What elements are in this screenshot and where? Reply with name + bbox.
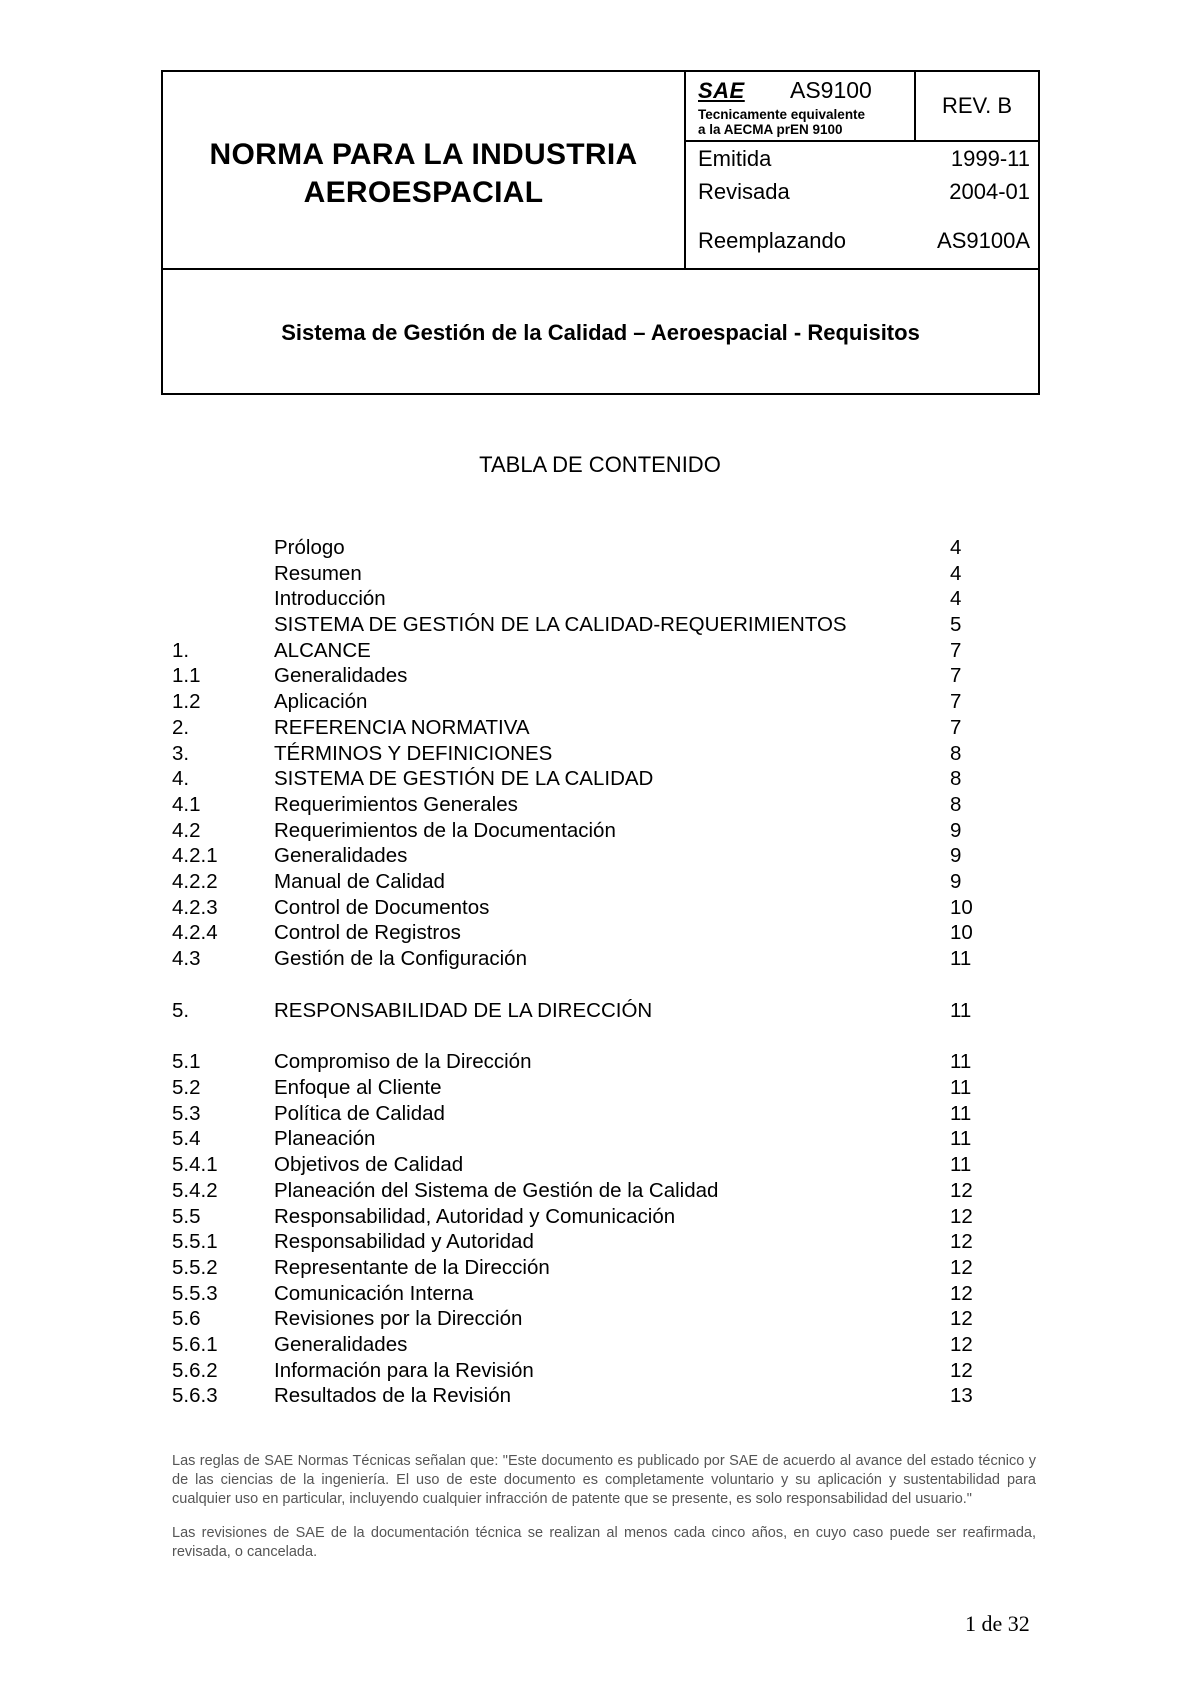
toc-entry	[172, 946, 972, 972]
toc-entry-number: 4.2.3	[172, 895, 218, 919]
standard-cell	[686, 72, 916, 142]
toc-entry-number: 4.1	[172, 792, 201, 816]
toc-entry-label: REFERENCIA NORMATIVA	[274, 715, 530, 739]
toc-entry-page: 4	[950, 536, 962, 559]
legal-notice	[172, 1452, 1036, 1577]
issued-value: 1999-11	[950, 146, 1030, 171]
toc-entry-page: 11	[950, 998, 972, 1022]
toc-entry-page: 8	[950, 767, 962, 791]
toc-entry-label: RESPONSABILIDAD DE LA DIRECCIÓN	[274, 998, 653, 1022]
toc-entry-label: Generalidades	[274, 844, 408, 868]
toc-entry-label: TÉRMINOS Y DEFINICIONES	[274, 741, 553, 765]
toc-entry	[172, 1126, 972, 1152]
toc-entry-label: Representante de la Dirección	[274, 1255, 550, 1279]
toc-entry	[172, 561, 972, 587]
toc-entry-label: Aplicación	[274, 690, 368, 714]
toc-entry-number: 4.2	[172, 818, 201, 842]
toc-entry-page: 12	[950, 1204, 973, 1228]
toc-entry	[172, 998, 972, 1024]
toc-entry	[172, 1229, 972, 1255]
toc-entry-label: Compromiso de la Dirección	[274, 1050, 532, 1074]
replacing-row	[698, 228, 1030, 254]
toc-entry-number: 2.	[172, 715, 190, 739]
toc-entry	[172, 1255, 972, 1281]
toc-entry-page: 10	[950, 895, 973, 919]
toc-entry	[172, 895, 972, 921]
toc-entry-page: 12	[950, 1178, 973, 1202]
sae-logo: SAE	[698, 78, 745, 103]
toc-entry-label: Responsabilidad, Autoridad y Comunicación	[274, 1204, 676, 1228]
toc-entry-page: 12	[950, 1230, 973, 1254]
table-of-contents	[172, 535, 972, 1409]
toc-entry	[172, 1204, 972, 1230]
issued-row	[698, 146, 1030, 172]
toc-entry-label: Prólogo	[274, 536, 345, 559]
toc-entry-label: Información para la Revisión	[274, 1358, 534, 1382]
toc-entry-page: 11	[950, 1050, 972, 1074]
toc-entry-number: 4.2.4	[172, 921, 218, 945]
document-header	[161, 70, 1040, 395]
toc-entry	[172, 741, 972, 767]
issued-label: Emitida	[698, 146, 772, 171]
toc-entry-number: 5.6.3	[172, 1384, 218, 1408]
replacing-label: Reemplazando	[698, 228, 846, 253]
toc-entry-label: Objetivos de Calidad	[274, 1153, 464, 1177]
title-line-1: NORMA PARA LA INDUSTRIA	[209, 138, 638, 171]
toc-entry	[172, 843, 972, 869]
revised-value: 2004-01	[949, 179, 1030, 204]
toc-entry-number: 5.6.1	[172, 1332, 218, 1356]
toc-entry-number: 1.	[172, 638, 190, 662]
toc-entry-page: 9	[950, 844, 962, 868]
toc-entry-label: Planeación del Sistema de Gestión de la Calidad	[274, 1178, 719, 1202]
toc-entry	[172, 638, 972, 664]
toc-entry	[172, 1306, 972, 1332]
toc-entry-page: 12	[950, 1358, 973, 1382]
replacing-value: AS9100A	[937, 228, 1030, 253]
toc-entry-page: 11	[950, 1127, 972, 1151]
toc-entry	[172, 920, 972, 946]
toc-entry-page: 12	[950, 1281, 973, 1305]
toc-entry	[172, 715, 972, 741]
equivalence-line-1: Tecnicamente equivalente	[698, 107, 866, 122]
toc-entry-label: Control de Registros	[274, 921, 461, 945]
revised-row	[698, 179, 1030, 205]
toc-entry-label: Generalidades	[274, 664, 408, 688]
toc-entry-number: 5.6.2	[172, 1358, 218, 1382]
toc-entry-number: 1.1	[172, 664, 201, 688]
toc-entry	[172, 689, 972, 715]
toc-entry-label: Gestión de la Configuración	[274, 947, 527, 970]
header-top-row	[163, 72, 1038, 270]
toc-entry-number: 4.2.2	[172, 869, 218, 893]
toc-entry-number: 3.	[172, 741, 190, 765]
toc-entry-number: 4.2.1	[172, 844, 218, 868]
toc-title: TABLA DE CONTENIDO	[479, 452, 721, 477]
toc-entry-page: 11	[950, 1153, 972, 1177]
toc-entry-label: Política de Calidad	[274, 1101, 445, 1125]
title-line-2: AEROESPACIAL	[303, 176, 544, 209]
toc-entry	[172, 792, 972, 818]
toc-entry-label: Revisiones por la Dirección	[274, 1307, 523, 1331]
toc-entry-number: 4.3	[172, 947, 201, 970]
legal-paragraph-1: Las reglas de SAE Normas Técnicas señalan que: "Este documento es publicado por SAE de acuerdo al avance del estado técnico y de las ciencias de la ingeniería. El uso de este documento es completamente voluntario y su aplicación y sustentabilidad para cualquier uso en particular, incluyendo cualquier infracción de patente que se presente, es solo responsabilidad del usuario."	[172, 1453, 1036, 1507]
standard-id: AS9100	[790, 77, 872, 103]
toc-entry-page: 5	[950, 613, 962, 637]
toc-entry-number: 4.	[172, 767, 190, 791]
metadata-cell	[686, 72, 1038, 268]
toc-entry	[172, 1358, 972, 1384]
toc-entry-label: Planeación	[274, 1127, 376, 1151]
title-cell	[163, 72, 686, 268]
toc-entry-label: Requerimientos Generales	[274, 792, 518, 816]
toc-entry-label: Requerimientos de la Documentación	[274, 818, 616, 842]
toc-entry-page: 11	[950, 1076, 972, 1100]
toc-entry-page: 9	[950, 869, 962, 893]
toc-entry-number: 5.1	[172, 1050, 201, 1074]
toc-entry-number: 5.5.1	[172, 1230, 218, 1254]
toc-entry	[172, 1075, 972, 1101]
toc-entry-number: 5.4.2	[172, 1178, 218, 1202]
toc-entry	[172, 586, 972, 612]
revision-label: REV. B	[941, 93, 1013, 118]
toc-entry-number: 5.2	[172, 1076, 201, 1100]
toc-entry	[172, 1049, 972, 1075]
toc-entry-number: 5.5.2	[172, 1255, 218, 1279]
toc-entry-number: 1.2	[172, 690, 201, 714]
document-title	[210, 136, 638, 212]
toc-entry-page: 9	[950, 818, 962, 842]
toc-entry-page: 12	[950, 1307, 973, 1331]
toc-entry-page: 12	[950, 1332, 973, 1356]
toc-entry-label: Control de Documentos	[274, 895, 490, 919]
toc-entry-page: 7	[950, 638, 962, 662]
toc-entry-page: 4	[950, 587, 962, 611]
toc-entry	[172, 535, 972, 561]
toc-entry-label: Introducción	[274, 587, 386, 611]
toc-entry	[172, 869, 972, 895]
toc-entry	[172, 1281, 972, 1307]
revision-cell	[916, 72, 1038, 142]
legal-paragraph-2: Las revisiones de SAE de la documentación técnica se realizan al menos cada cinco años, en cuyo caso puede ser reafirmada, revisada, o cancelada.	[172, 1525, 1036, 1560]
toc-entry-label: SISTEMA DE GESTIÓN DE LA CALIDAD-REQUERIMIENTOS	[274, 613, 847, 637]
toc-entry-label: Responsabilidad y Autoridad	[274, 1230, 534, 1254]
toc-entry-label: ALCANCE	[274, 638, 371, 662]
toc-entry-page: 8	[950, 792, 962, 816]
toc-entry-page: 8	[950, 741, 962, 765]
toc-entry-number: 5.3	[172, 1101, 201, 1125]
toc-entry-page: 10	[950, 921, 973, 945]
toc-entry-label: Manual de Calidad	[274, 869, 445, 893]
toc-entry-page: 7	[950, 715, 962, 739]
toc-entry-number: 5.5	[172, 1204, 201, 1228]
toc-entry-page: 13	[950, 1384, 973, 1408]
document-subtitle: Sistema de Gestión de la Calidad – Aeroespacial - Requisitos	[281, 319, 920, 345]
toc-entry-page: 4	[950, 561, 962, 585]
revised-label: Revisada	[698, 179, 790, 204]
toc-entry-page: 11	[950, 1101, 972, 1125]
page-number: 1 de 32	[965, 1611, 1030, 1636]
toc-entry	[172, 818, 972, 844]
toc-entry-number: 5.5.3	[172, 1281, 218, 1305]
toc-entry-number: 5.6	[172, 1307, 201, 1331]
toc-entry-number: 5.4.1	[172, 1153, 218, 1177]
toc-entry	[172, 1383, 972, 1409]
toc-entry	[172, 1152, 972, 1178]
toc-entry-page: 11	[950, 947, 972, 970]
equivalence-note	[698, 107, 865, 137]
toc-entry-number: 5.4	[172, 1127, 201, 1151]
toc-entry-label: Comunicación Interna	[274, 1281, 474, 1305]
toc-entry	[172, 663, 972, 689]
toc-entry-page: 12	[950, 1255, 973, 1279]
toc-entry	[172, 1101, 972, 1127]
toc-entry-label: Resultados de la Revisión	[274, 1384, 512, 1408]
toc-entry-page: 7	[950, 690, 962, 714]
toc-entry-page: 7	[950, 664, 962, 688]
toc-entry	[172, 1178, 972, 1204]
toc-entry-label: Enfoque al Cliente	[274, 1076, 442, 1100]
toc-entry	[172, 1332, 972, 1358]
toc-entry-label: SISTEMA DE GESTIÓN DE LA CALIDAD	[274, 767, 654, 791]
toc-entry-number: 5.	[172, 998, 190, 1022]
equivalence-line-2: a la AECMA prEN 9100	[698, 122, 843, 137]
toc-entry-label: Resumen	[274, 561, 362, 585]
toc-entry	[172, 766, 972, 792]
toc-entry-label: Generalidades	[274, 1332, 408, 1356]
toc-entry	[172, 612, 972, 638]
